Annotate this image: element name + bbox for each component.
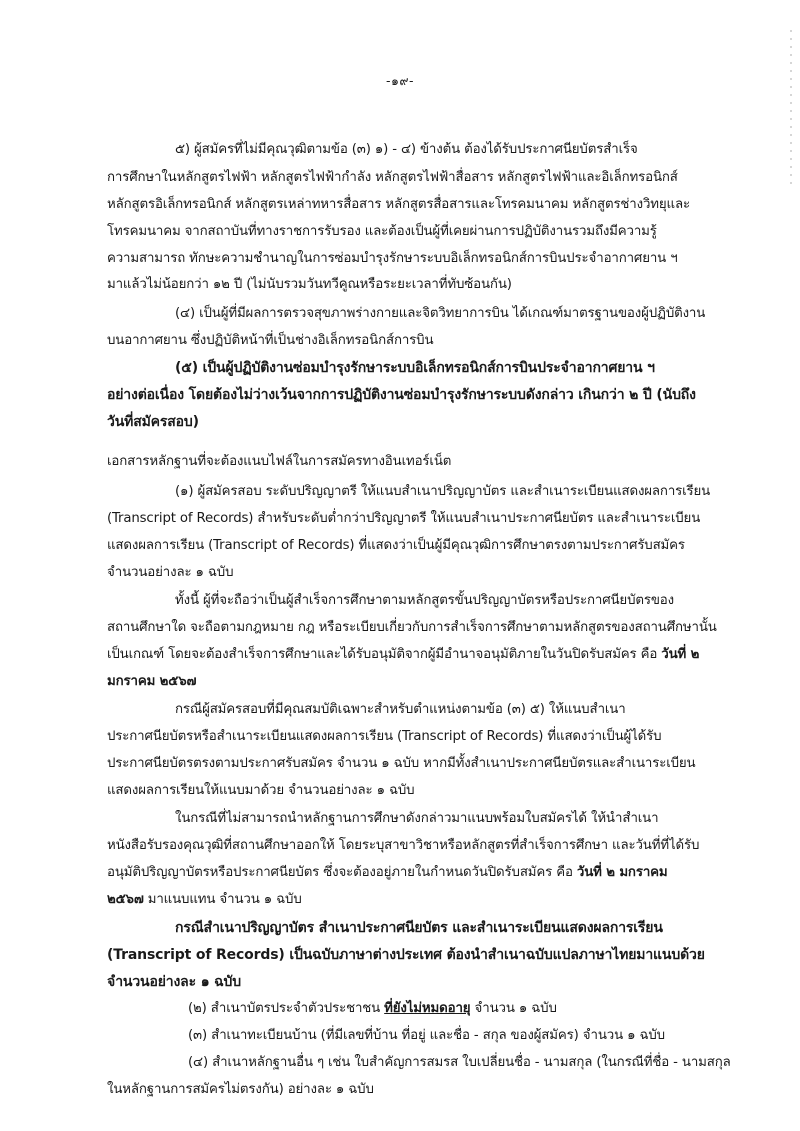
body-text: (๒) สำเนาบัตรประจำตัวประชาชน: [188, 1001, 385, 1016]
qualification-4-line: (๔) เป็นผู้ที่มีผลการตรวจสุขภาพร่างกายและจิตวิทยาการบิน ได้เกณฑ์มาตรฐานของผู้ปฏิบัติงาน: [175, 306, 706, 321]
body-line: ทั้งนี้ ผู้ที่จะถือว่าเป็นผู้สำเร็จการศึกษาตามหลักสูตรขั้นปริญญาบัตรหรือประกาศนียบัตรของ: [175, 593, 674, 608]
body-line: แสดงผลการเรียน (Transcript of Records) ที่แสดงว่าเป็นผู้มีคุณวุฒิการศึกษาตรงตามประกาศรับสมัคร: [107, 538, 685, 553]
body-text: จำนวน ๑ ฉบับ: [470, 1001, 557, 1016]
body-line: แสดงผลการเรียนให้แนบมาด้วย จำนวนอย่างละ ๑ ฉบับ: [107, 783, 415, 798]
body-line: [107, 890, 302, 910]
body-line: ประกาศนียบัตรตรงตามประกาศรับสมัคร จำนวน ๑ ฉบับ หากมีทั้งสำเนาประกาศนียบัตรและสำเนาระเบียน: [107, 756, 696, 771]
body-line: สถานศึกษาใด จะถือตามกฎหมาย กฎ หรือระเบียบเกี่ยวกับการสำเร็จการศึกษาตามหลักสูตรของสถานศึกษานั้น: [107, 620, 717, 635]
body-line: [107, 863, 668, 883]
body-line: การศึกษาในหลักสูตรไฟฟ้า หลักสูตรไฟฟ้ากำลัง หลักสูตรไฟฟ้าสื่อสาร หลักสูตรไฟฟ้าและอิเล็กทรอนิกส์: [107, 170, 678, 185]
deadline-date: วันที่ ๒ มกราคม: [576, 865, 668, 880]
body-text: อนุมัติปริญญาบัตรหรือประกาศนียบัตร ซึ่งจะต้องอยู่ภายในกำหนดวันปิดรับสมัคร คือ: [107, 865, 577, 880]
body-line: จำนวนอย่างละ ๑ ฉบับ: [107, 565, 234, 580]
body-text: เป็นเกณฑ์ โดยจะต้องสำเร็จการศึกษาและได้รับอนุมัติจากผู้มีอำนาจอนุมัติภายในวันปิดรับสมัคร คือ: [107, 647, 662, 662]
body-line: อย่างต่อเนื่อง โดยต้องไม่ว่างเว้นจากการปฏิบัติงานซ่อมบำรุงรักษาระบบดังกล่าว เกินกว่า ๒ ปี (นับถึง: [107, 387, 696, 403]
body-line: วันที่สมัครสอบ): [107, 414, 199, 430]
body-line: [107, 645, 699, 665]
body-line: หลักสูตรอิเล็กทรอนิกส์ หลักสูตรเหล่าทหารสื่อสาร หลักสูตรสื่อสารและโทรคมนาคม หลักสูตรช่างวิทยุและ: [107, 197, 690, 212]
section-heading-documents: เอกสารหลักฐานที่จะต้องแนบไฟล์ในการสมัครทางอินเทอร์เน็ต: [107, 454, 452, 469]
page-number: -๑๙-: [385, 73, 415, 88]
qualification-5b-line: (๕) เป็นผู้ปฏิบัติงานซ่อมบำรุงรักษาระบบอิเล็กทรอนิกส์การบินประจำอากาศยาน ฯ: [175, 360, 655, 376]
deadline-date: มกราคม ๒๕๖๗: [107, 674, 197, 689]
body-line: หนังสือรับรองคุณวุฒิที่สถานศึกษาออกให้ โดยระบุสาขาวิชาหรือหลักสูตรที่สำเร็จการศึกษา และวันที่ที่ได้รับ: [107, 838, 700, 853]
body-line: บนอากาศยาน ซึ่งปฏิบัติหน้าที่เป็นช่างอิเล็กทรอนิกส์การบิน: [107, 333, 434, 348]
document-item-4: (๔) สำเนาหลักฐานอื่น ๆ เช่น ใบสำคัญการสมรส ใบเปลี่ยนชื่อ - นามสกุล (ในกรณีที่ชื่อ - นามสกุล: [188, 1055, 731, 1070]
body-line: ความสามารถ ทักษะความชำนาญในการซ่อมบำรุงรักษาระบบอิเล็กทรอนิกส์การบินประจำอากาศยาน ฯ: [107, 251, 678, 266]
document-item-3: (๓) สำเนาทะเบียนบ้าน (ที่มีเลขที่บ้าน ที่อยู่ และชื่อ - สกุล ของผู้สมัคร) จำนวน ๑ ฉบับ: [188, 1028, 665, 1043]
body-text: มาแนบแทน จำนวน ๑ ฉบับ: [143, 892, 302, 907]
underlined-emphasis: ที่ยังไม่หมดอายุ: [384, 1001, 471, 1016]
qualification-5-line: ๕) ผู้สมัครที่ไม่มีคุณวุฒิตามข้อ (๓) ๑) - ๔) ข้างต้น ต้องได้รับประกาศนียบัตรสำเร็จ: [175, 142, 638, 157]
scan-edge-artifact: [790, 30, 792, 190]
body-line: ประกาศนียบัตรหรือสำเนาระเบียนแสดงผลการเรียน (Transcript of Records) ที่แสดงว่าเป็นผู้ได้รับ: [107, 729, 662, 744]
body-line: กรณีผู้สมัครสอบที่มีคุณสมบัติเฉพาะสำหรับตำแหน่งตามข้อ (๓) ๕) ให้แนบสำเนา: [175, 702, 626, 717]
deadline-date: วันที่ ๒: [661, 647, 700, 662]
body-line: ในหลักฐานการสมัครไม่ตรงกัน) อย่างละ ๑ ฉบับ: [107, 1082, 374, 1097]
body-line: จำนวนอย่างละ ๑ ฉบับ: [107, 974, 242, 990]
document-item-1: (๑) ผู้สมัครสอบ ระดับปริญญาตรี ให้แนบสำเนาปริญญาบัตร และสำเนาระเบียนแสดงผลการเรียน: [175, 484, 711, 499]
body-line: ในกรณีที่ไม่สามารถนำหลักฐานการศึกษาดังกล่าวมาแนบพร้อมใบสมัครได้ ให้นำสำเนา: [175, 811, 659, 826]
foreign-language-note: กรณีสำเนาปริญญาบัตร สำเนาประกาศนียบัตร และสำเนาระเบียนแสดงผลการเรียน: [175, 920, 663, 936]
document-item-2: [188, 999, 557, 1019]
body-line: มาแล้วไม่น้อยกว่า ๑๒ ปี (ไม่นับรวมวันทวีคูณหรือระยะเวลาที่ทับซ้อนกัน): [107, 277, 512, 292]
body-line: (Transcript of Records) เป็นฉบับภาษาต่างประเทศ ต้องนำสำเนาฉบับแปลภาษาไทยมาแนบด้วย: [107, 947, 705, 963]
body-line: โทรคมนาคม จากสถาบันที่ทางราชการรับรอง และต้องเป็นผู้ที่เคยผ่านการปฏิบัติงานรวมถึงมีความรู้: [107, 224, 657, 239]
deadline-year: ๒๕๖๗: [107, 892, 144, 907]
body-line: (Transcript of Records) สำหรับระดับต่ำกว่าปริญญาตรี ให้แนบสำเนาประกาศนียบัตร และสำเนาระเบียน: [107, 511, 701, 526]
